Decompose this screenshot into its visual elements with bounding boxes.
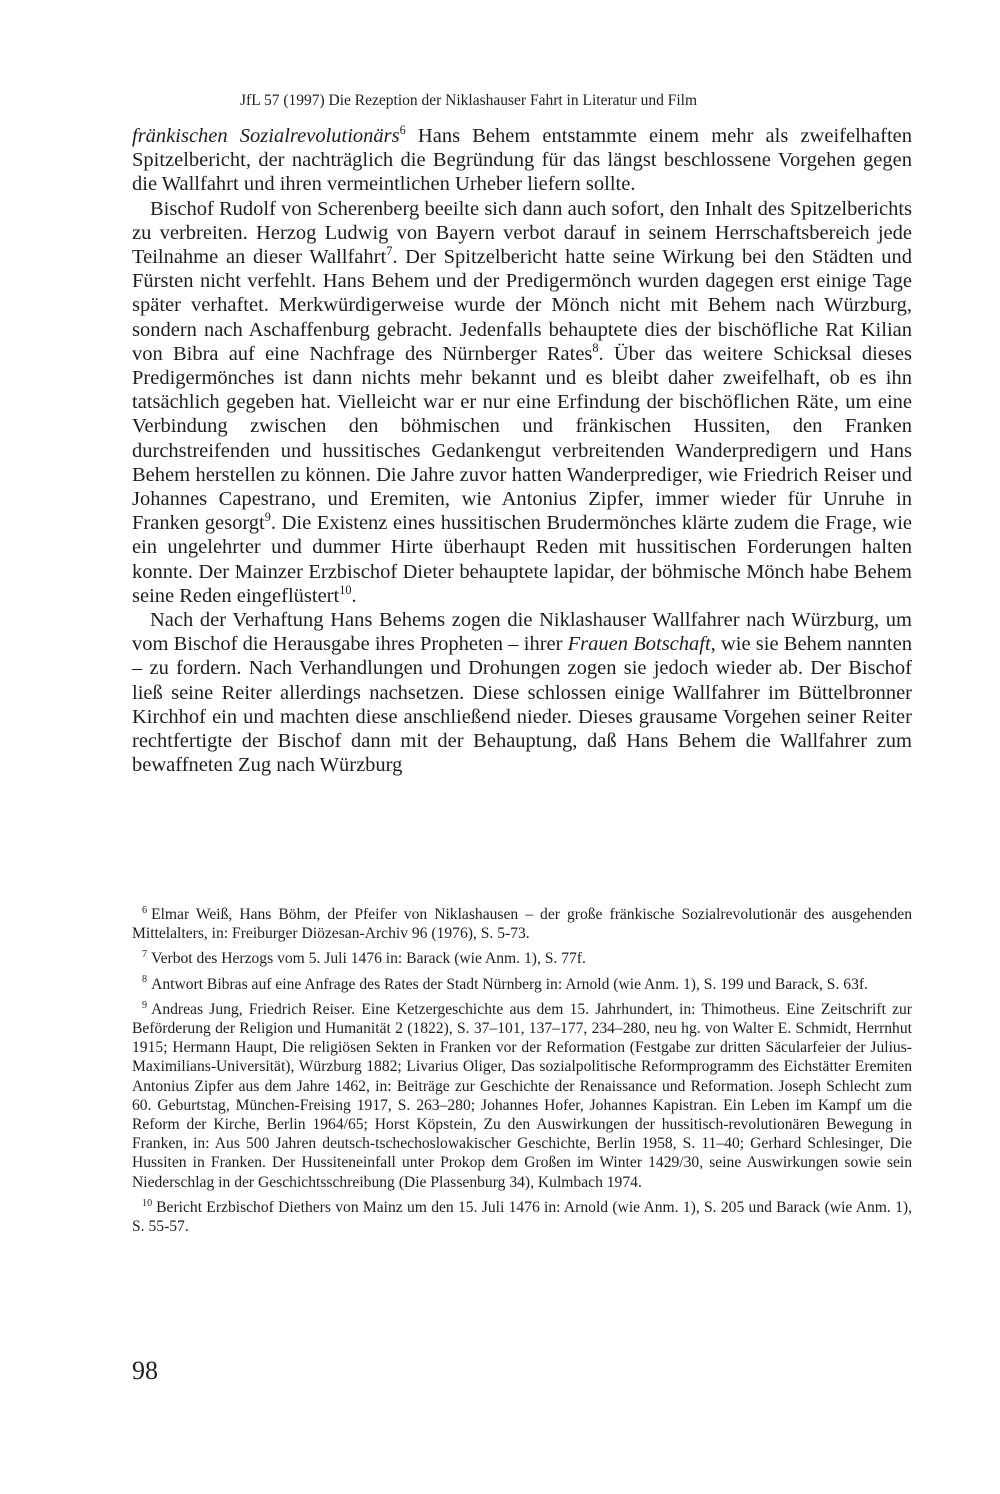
paragraph-1 [132,124,912,197]
footnote-10 [132,1198,912,1236]
footnotes [132,905,912,1242]
italic-term: Frauen Botschaft [567,633,711,656]
paragraph-3-text-b: , wie sie Behem nannten – zu fordern. Nach Verhandlungen und Drohungen zogen sie jedoch wieder ab. Der Bischof ließ seine Reiter allerdings nachsetzen. Diese schlossen einige Wallfahrer im Büttelbronner Kirchhof ein und machten diese anschließend nieder. Dieses grausame Vorgehen seiner Reiter rechtfertigte der Bischof dann mit der Behauptung, daß Hans Behem die Wallfahrer zum bewaffneten Zug nach Würzburg [132,633,912,777]
paragraph-3 [132,608,912,777]
footnote-number: 7 [142,949,148,961]
footnote-ref-7[interactable]: 7 [386,244,393,259]
footnote-text: Bericht Erzbischof Diethers von Mainz um den 15. Juli 1476 in: Arnold (wie Anm. 1), S. 205 und Barack (wie Anm. 1), S. 55-57. [132,1198,912,1236]
footnote-text: Verbot des Herzogs vom 5. Juli 1476 in: Barack (wie Anm. 1), S. 77f. [151,950,586,968]
paragraph-2-text-a: Bischof Rudolf von Scherenberg beeilte sich dann auch sofort, den Inhalt des Spitzelberichts zu verbreiten. Herzog Ludwig von Bayern verbot darauf in seinem Herrschaftsbereich jede Teilnahme an dieser Wallfahrt [132,197,912,269]
footnote-7 [132,949,912,968]
footnote-8 [132,975,912,994]
paragraph-3-text-a: Nach der Verhaftung Hans Behems zogen die Niklashauser Wallfahrer nach Würzburg, um vom Bischof die Herausgabe ihres Propheten – ihrer [132,609,912,656]
paragraph-2-text-e: . [351,584,357,607]
footnote-9 [132,1000,912,1192]
footnote-ref-6[interactable]: 6 [399,123,406,138]
paragraph-1-text: Hans Behem entstammte einem mehr als zweifelhaften Spitzelbericht, der nachträglich die Begründung für das längst beschlossene Vorgehen gegen die Wallfahrt und ihren vermeintlichen Urheber liefern sollte. [132,125,912,196]
footnote-ref-10[interactable]: 10 [339,583,352,598]
footnote-number: 8 [142,974,148,986]
paragraph-2-text-c: . Über das weitere Schicksal dieses Predigermönches ist dann nichts mehr bekannt und es bleibt daher zweifelhaft, ob es ihn tatsächlich gegeben hat. Vielleicht war er nur eine Erfindung der bischöflichen Räte, um eine Verbindung zwischen den böhmischen und fränkischen Hussiten, den Franken durchstreifenden und hussitisches Gedankengut verbreitenden Wanderpredigern und Hans Behem herstellen zu können. Die Jahre zuvor hatten Wanderprediger, wie Friedrich Reiser und Johannes Capestrano, und Eremiten, wie Antonius Zipfer, immer wieder für Unruhe in Franken gesorgt [132,342,912,535]
footnote-6 [132,905,912,943]
footnote-ref-9[interactable]: 9 [264,510,271,525]
footnote-text: Antwort Bibras auf eine Anfrage des Rates der Stadt Nürnberg in: Arnold (wie Anm. 1), S. 199 und Barack, S. 63f. [151,975,868,993]
footnote-text: Andreas Jung, Friedrich Reiser. Eine Ketzergeschichte aus dem 15. Jahrhundert, in: Thimotheus. Eine Zeitschrift zur Beförderung der Religion und Humanität 2 (1822), S. 37–101, 137–177, 234–280, neu hg. von Walter E. Schmidt, Herrnhut 1915; Hermann Haupt, Die religiösen Sekten in Franken vor der Reformation (Festgabe zur dritten Säcularfeier der Julius-Maximilians-Universität), Würzburg 1882; Livarius Oliger, Das sozialpolitische Reformprogramm des Eichstätter Eremiten Antonius Zipfer aus dem Jahre 1462, in: Beiträge zur Geschichte der Renaissance und Reformation. Joseph Schlecht zum 60. Geburtstag, München-Freising 1917, S. 263–280; Johannes Hofer, Johannes Kapistran. Ein Leben im Kampf um die Reform der Kirche, Berlin 1964/65; Horst Köpstein, Zu den Auswirkungen der hussitisch-revolutionären Bewegung in Franken, in: Aus 500 Jahren deutsch-tschechoslowakischer Geschichte, Berlin 1958, S. 11–40; Gerhard Schlesinger, Die Hussiten in Franken. Der Hussiteneinfall unter Prokop dem Großen im Winter 1429/30, seine Auswirkungen sowie sein Niederschlag in der Geschichtsschreibung (Die Plassenburg 34), Kulmbach 1974. [132,1000,912,1191]
footnote-number: 6 [142,904,148,916]
page-number: 98 [132,1356,158,1385]
footnote-number: 9 [142,999,148,1011]
main-text [132,124,912,777]
paragraph-2-text-d: . Die Existenz eines hussitischen Brudermönches klärte zudem die Frage, wie ein ungelehrter und dummer Hirte überhaupt Reden mit hussitischen Forderungen halten konnte. Der Mainzer Erzbischof Dieter behauptete lapidar, der böhmische Mönch habe Behem seine Reden eingeflüstert [132,512,913,607]
footnote-number: 10 [142,1197,153,1209]
paragraph-2 [132,197,912,608]
running-head: JfL 57 (1997) Die Rezeption der Niklashauser Fahrt in Literatur und Film [240,92,698,109]
italic-lead: fränkischen Sozialrevolutionärs [132,125,400,147]
footnote-text: Elmar Weiß, Hans Böhm, der Pfeifer von Niklashausen – der große fränkische Sozialrevolutionär des ausgehenden Mittelalters, in: Freiburger Diözesan-Archiv 96 (1976), S. 5-73. [132,906,912,943]
footnote-ref-8[interactable]: 8 [592,341,599,355]
paragraph-2-text-b: . Der Spitzelbericht hatte seine Wirkung bei den Städten und Fürsten nicht verfehlt. Hans Behem und der Predigermönch wurden dagegen erst einige Tage später verhaftet. Merkwürdigerweise wurde der Mönch nicht mit Behem nach Würzburg, sondern nach Aschaffenburg gebracht. Jedenfalls behauptete dies der bischöfliche Rat Kilian von Bibra auf eine Nachfrage des Nürnberger Rates [132,246,912,365]
